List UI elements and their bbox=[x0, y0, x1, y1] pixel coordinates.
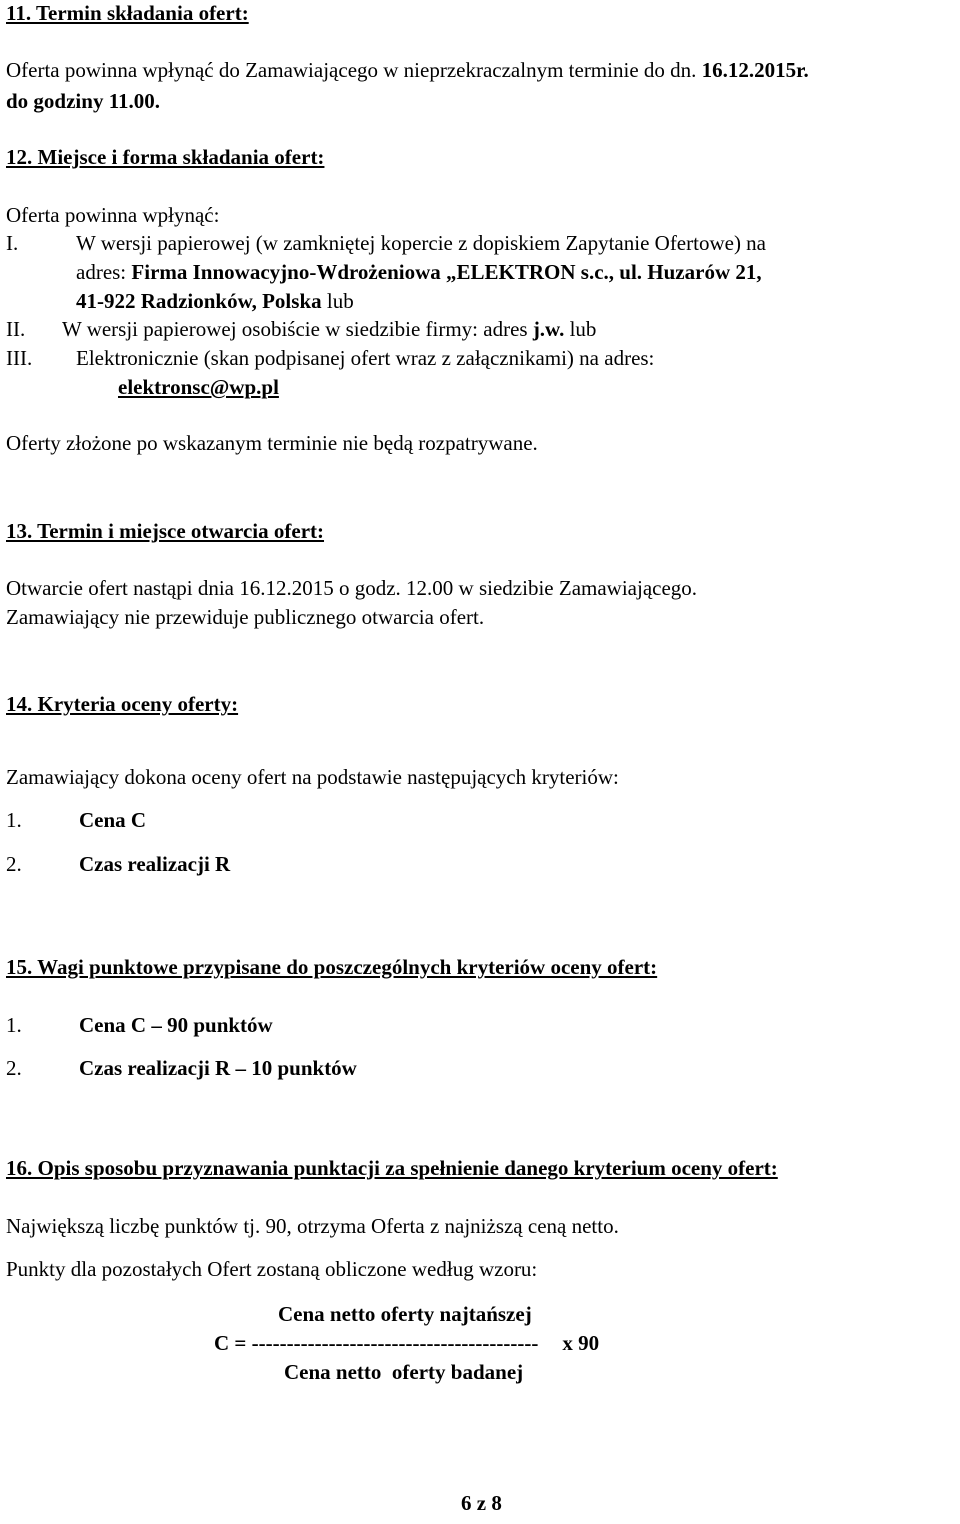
s12-item-i-address-label: adres: bbox=[76, 260, 132, 284]
s14-criterion-2-label: Czas realizacji R bbox=[79, 852, 231, 876]
s12-item-ii-text: W wersji papierowej osobiście w siedzibie firmy: adres bbox=[62, 317, 533, 341]
s14-criterion-1-number: 1. bbox=[6, 808, 22, 832]
s12-item-i-line1 bbox=[6, 230, 766, 256]
s14-criterion-2 bbox=[6, 851, 230, 877]
s12-item-i-line3 bbox=[76, 288, 354, 314]
s12-item-i-company: Firma Innowacyjno-Wdrożeniowa „ELEKTRON s.c., ul. Huzarów 21, bbox=[131, 260, 762, 284]
page-number: 6 z 8 bbox=[461, 1491, 502, 1515]
s14-criterion-1-label: Cena C bbox=[79, 808, 147, 832]
s16-max-points-line: Największą liczbę punktów tj. 90, otrzyma Oferta z najniższą ceną netto. bbox=[6, 1214, 619, 1238]
formula-rhs: x 90 bbox=[562, 1331, 600, 1355]
section-13-heading: 13. Termin i miejsce otwarcia ofert: bbox=[6, 519, 325, 543]
s15-weight-2 bbox=[6, 1055, 357, 1081]
section-15-heading: 15. Wagi punktowe przypisane do poszczególnych kryteriów oceny ofert: bbox=[6, 955, 658, 979]
s12-item-iii bbox=[6, 345, 654, 371]
s12-item-ii-number: II. bbox=[6, 317, 26, 341]
s12-item-ii-jw: j.w. bbox=[532, 317, 565, 341]
s11-deadline-date: 16.12.2015r. bbox=[701, 58, 809, 82]
formula-line bbox=[214, 1330, 599, 1356]
s12-email-link[interactable]: elektronsc@wp.pl bbox=[118, 375, 279, 399]
s12-late-note: Oferty złożone po wskazanym terminie nie będą rozpatrywane. bbox=[6, 431, 538, 455]
s12-item-ii bbox=[6, 316, 596, 342]
formula-lhs: C = bbox=[214, 1331, 252, 1355]
section-16-heading: 16. Opis sposobu przyznawania punktacji za spełnienie danego kryterium oceny ofert: bbox=[6, 1156, 778, 1180]
s15-weight-1-number: 1. bbox=[6, 1013, 22, 1037]
s12-item-iii-text: Elektronicznie (skan podpisanej ofert wraz z załącznikami) na adres: bbox=[76, 346, 655, 370]
s11-deadline-line bbox=[6, 57, 809, 83]
section-14-heading: 14. Kryteria oceny oferty: bbox=[6, 692, 239, 716]
s14-criterion-1 bbox=[6, 807, 146, 833]
section-11-heading: 11. Termin składania ofert: bbox=[6, 1, 249, 25]
s13-no-public-line: Zamawiający nie przewiduje publicznego otwarcia ofert. bbox=[6, 605, 485, 629]
s12-intro: Oferta powinna wpłynąć: bbox=[6, 203, 220, 227]
s14-criterion-2-number: 2. bbox=[6, 852, 22, 876]
formula-denominator: Cena netto oferty badanej bbox=[284, 1360, 524, 1384]
s12-item-i-text: W wersji papierowej (w zamkniętej kopercie z dopiskiem Zapytanie Ofertowe) na bbox=[76, 231, 767, 255]
s16-formula-intro: Punkty dla pozostałych Ofert zostaną obliczone według wzoru: bbox=[6, 1257, 538, 1281]
formula-numerator: Cena netto oferty najtańszej bbox=[278, 1302, 532, 1326]
s12-item-i-line2 bbox=[76, 259, 762, 285]
s15-weight-2-number: 2. bbox=[6, 1056, 22, 1080]
s11-deadline-hour: do godziny 11.00. bbox=[6, 89, 161, 113]
s12-item-i-city: 41-922 Radzionków, Polska bbox=[76, 289, 322, 313]
s15-weight-1 bbox=[6, 1012, 273, 1038]
formula-bar: ----------------------------------------- bbox=[251, 1331, 539, 1355]
s13-opening-line: Otwarcie ofert nastąpi dnia 16.12.2015 o godz. 12.00 w siedzibie Zamawiającego. bbox=[6, 576, 698, 600]
s15-weight-1-label: Cena C – 90 punktów bbox=[79, 1013, 273, 1037]
s15-weight-2-label: Czas realizacji R – 10 punktów bbox=[79, 1056, 357, 1080]
s14-intro: Zamawiający dokona oceny ofert na podstawie następujących kryteriów: bbox=[6, 765, 619, 789]
s12-item-ii-or: lub bbox=[564, 317, 597, 341]
s12-item-i-number: I. bbox=[6, 231, 19, 255]
s12-item-iii-number: III. bbox=[6, 346, 33, 370]
s12-item-i-or: lub bbox=[321, 289, 354, 313]
s11-deadline-text: Oferta powinna wpłynąć do Zamawiającego w nieprzekraczalnym terminie do dn. bbox=[6, 58, 702, 82]
section-12-heading: 12. Miejsce i forma składania ofert: bbox=[6, 145, 325, 169]
